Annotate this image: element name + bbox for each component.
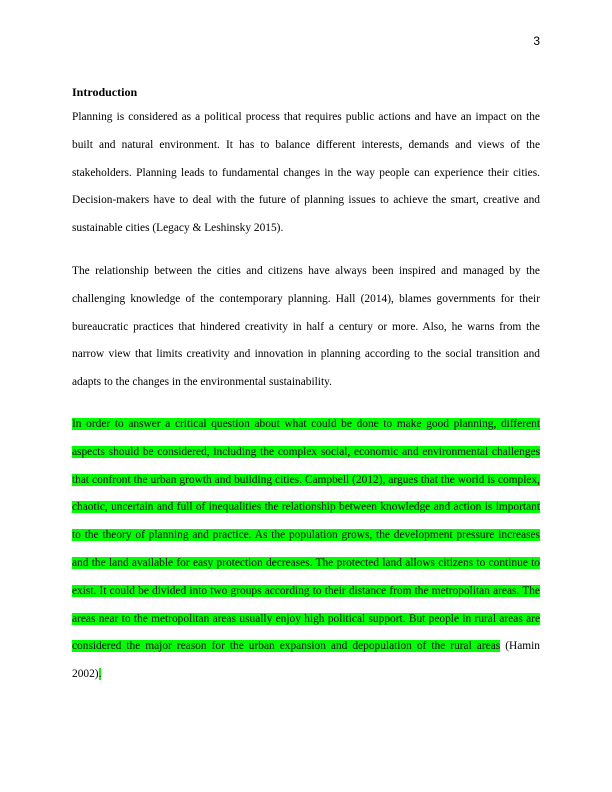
paragraph-2: The relationship between the cities and citizens have always been inspired and managed by the challenging knowledge of the contemporary planning. Hall (2014), blames governments for their bureaucratic practices that hindered creativity in half a century or more. Also, he warns from the narrow view that limits creativity and innovation in planning according to the social transition and adapts to the changes in the environmental sustainability. [72, 265, 540, 389]
paragraph-1: Planning is considered as a political process that requires public actions and have an impact on the built and natural environment. It has to balance different interests, demands and views of the stakeholders. Planning leads to fundamental changes in the way people can experience their cities. Decision-makers have to deal with the future of planning issues to achieve the smart, creative and sustainable cities (Legacy & Leshinsky 2015). [72, 111, 540, 235]
page-number: 3 [533, 34, 540, 48]
citation: (Hamin 2002) [72, 640, 540, 681]
highlighted-text: In order to answer a critical question about what could be done to make good planning, different aspects should be considered, including the complex social, economic and environmental challenges that confront the urban growth and building cities. Campbell (2012), argues that the world is complex, chaotic, uncertain and full of inequalities the relationship between knowledge and action is important to the theory of planning and practice. As the population grows, the development pressure increases and the land available for easy protection decreases. The protected land allows citizens to continue to exist. It could be divided into two groups according to their distance from the metropolitan areas. The areas near to the metropolitan areas usually enjoy high political support. But people in rural areas are considered the major reason for the urban expansion and depopulation of the rural areas [72, 418, 540, 653]
paragraph-3 [72, 411, 540, 689]
section-heading: Introduction [72, 85, 138, 99]
highlighted-period: . [98, 668, 102, 681]
